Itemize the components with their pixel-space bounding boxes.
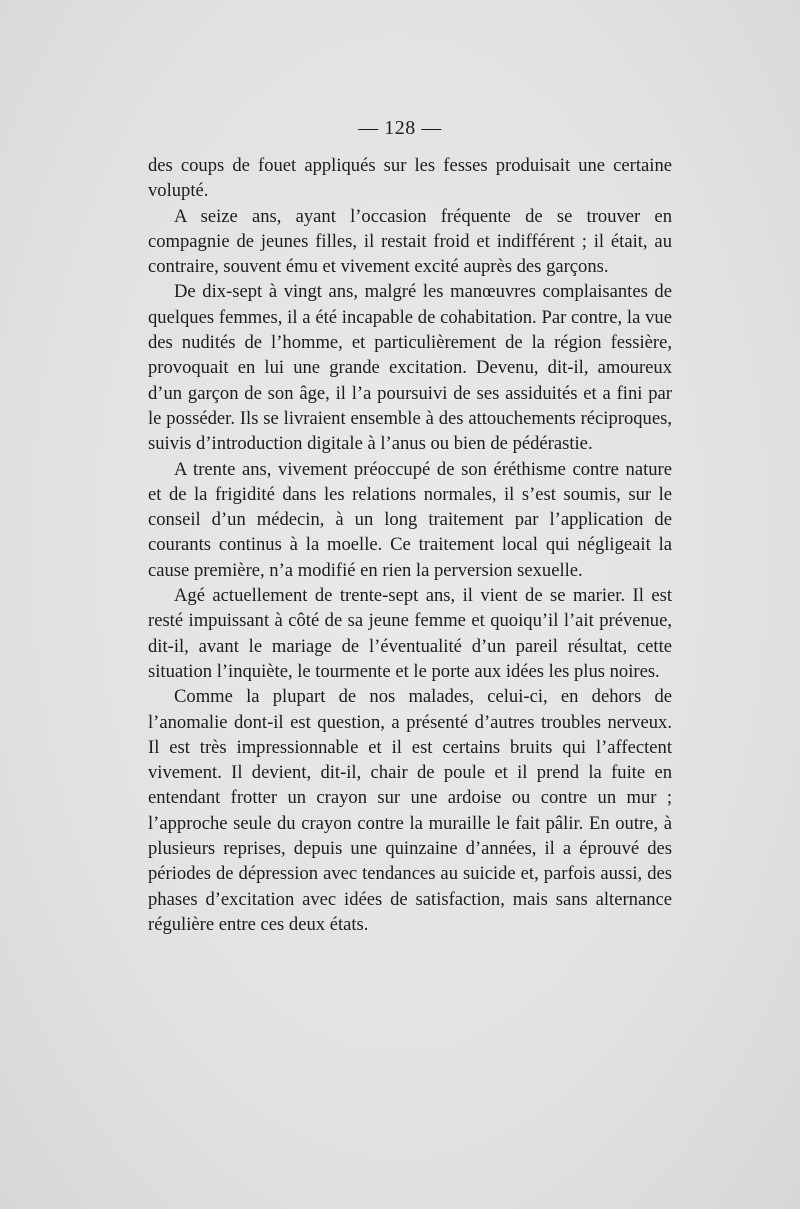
paragraph: Agé actuellement de trente-sept ans, il vient de se marier. Il est resté impuissant à côté de sa jeune femme et quoiqu’il l’ait prévenue, dit-il, avant le mariage de l’éventualité d’un pareil résultat, cette situation l’inquiète, le tourmente et le porte aux idées les plus noires. bbox=[148, 585, 672, 682]
body-text bbox=[148, 153, 672, 937]
paragraph-continuation: des coups de fouet appliqués sur les fesses produisait une certaine volupté. bbox=[148, 155, 672, 202]
paragraph: Comme la plupart de nos malades, celui-ci, en dehors de l’anomalie dont-il est question, a présenté d’autres troubles nerveux. Il est très impressionnable et il est certains bruits qui l’affectent vivement. Il devient, dit-il, chair de poule et il prend la fuite en entendant frotter un crayon sur une ardoise ou contre un mur ; l’approche seule du crayon contre la muraille le fait pâlir. En outre, à plusieurs reprises, depuis une quinzaine d’années, il a éprouvé des périodes de dépression avec tendances au suicide et, parfois aussi, des phases d’excitation avec idées de satisfaction, mais sans alternance régulière entre ces deux états. bbox=[148, 686, 672, 935]
paragraph: De dix-sept à vingt ans, malgré les manœuvres complaisantes de quelques femmes, il a été incapable de cohabitation. Par contre, la vue des nudités de l’homme, et particulièrement de la région fessière, provoquait en lui une grande excitation. Devenu, dit-il, amoureux d’un garçon de son âge, il l’a poursuivi de ses assiduités et a fini par le posséder. Ils se livraient ensemble à des attouchements réciproques, suivis d’introduction digitale à l’anus ou bien de pédérastie. bbox=[148, 281, 672, 455]
page-number: — 128 — bbox=[358, 117, 442, 139]
paragraph: A trente ans, vivement préoccupé de son éréthisme contre nature et de la frigidité dans les relations normales, il s’est soumis, sur le conseil d’un médecin, à un long traitement par l’application de courants continus à la moelle. Ce traitement local qui négligeait la cause première, n’a modifié en rien la perversion sexuelle. bbox=[148, 458, 672, 581]
paragraph: A seize ans, ayant l’occasion fréquente de se trouver en compagnie de jeunes filles, il restait froid et indifférent ; il était, au contraire, souvent ému et vivement excité auprès des garçons. bbox=[148, 205, 672, 278]
